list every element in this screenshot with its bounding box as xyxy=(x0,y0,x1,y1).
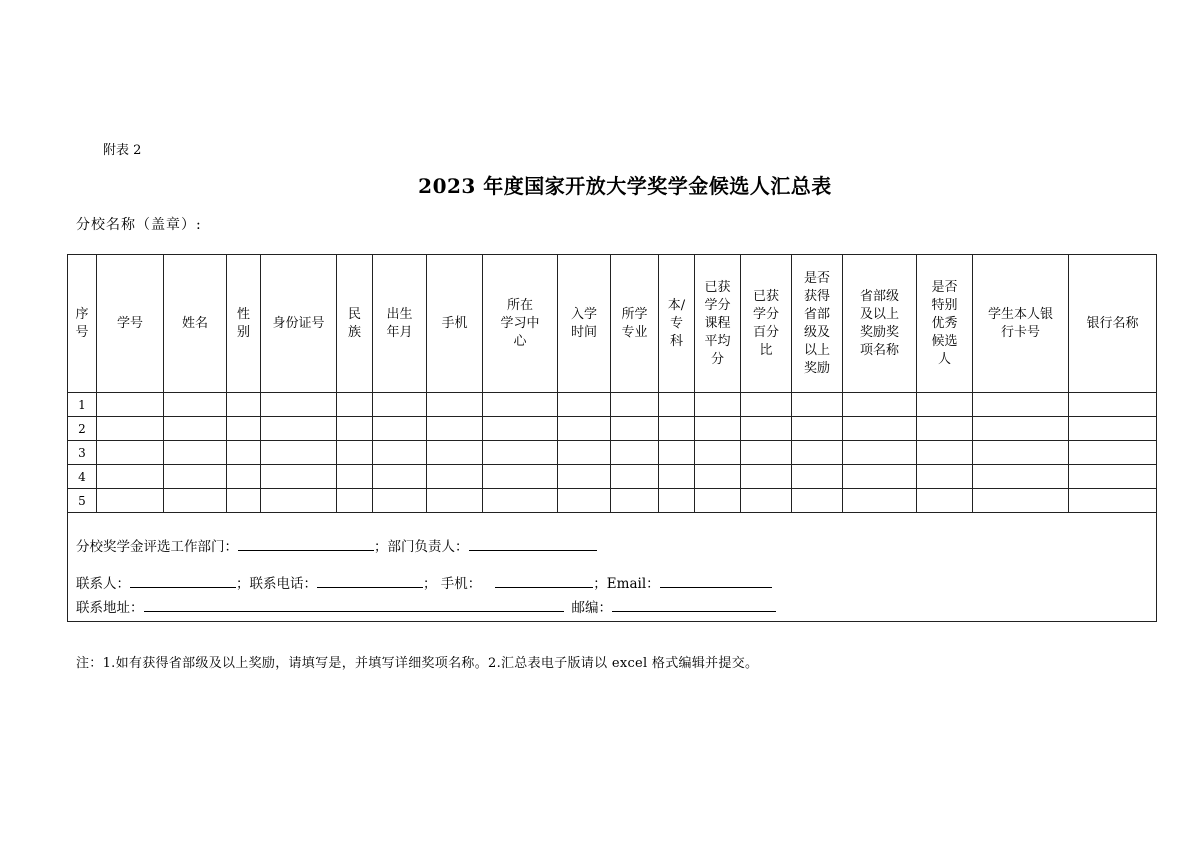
zip-label: 邮编： xyxy=(571,600,612,616)
table-cell[interactable] xyxy=(843,441,917,465)
table-cell[interactable] xyxy=(164,489,227,513)
column-header-line: 专业 xyxy=(621,324,648,340)
table-row xyxy=(68,489,1157,513)
row-number: 1 xyxy=(68,393,97,417)
table-cell[interactable] xyxy=(1069,417,1157,441)
dept-head-blank[interactable] xyxy=(469,537,597,551)
column-header-line: 项名称 xyxy=(859,342,899,358)
table-cell[interactable] xyxy=(97,417,164,441)
mobile-blank[interactable] xyxy=(495,574,593,588)
column-header-line: 学生本人银 xyxy=(987,306,1053,322)
column-header-12 xyxy=(659,255,695,393)
column-header-2 xyxy=(97,255,164,393)
table-cell[interactable] xyxy=(611,441,659,465)
column-header-line: 获得 xyxy=(803,288,830,304)
table-cell[interactable] xyxy=(373,393,427,417)
table-cell[interactable] xyxy=(973,441,1069,465)
column-header-line: 百分 xyxy=(752,324,779,340)
table-cell[interactable] xyxy=(917,417,973,441)
table-cell[interactable] xyxy=(695,393,741,417)
column-header-line: 所学 xyxy=(621,306,648,322)
table-cell[interactable] xyxy=(792,489,843,513)
candidate-summary-table xyxy=(67,254,1157,622)
column-header-line: 级及 xyxy=(803,324,830,340)
column-header-line: 科 xyxy=(669,333,683,349)
table-cell[interactable] xyxy=(1069,393,1157,417)
table-cell[interactable] xyxy=(227,417,261,441)
table-cell[interactable] xyxy=(792,441,843,465)
table-cell[interactable] xyxy=(659,393,695,417)
column-header-line: 比 xyxy=(759,342,773,358)
table-cell[interactable] xyxy=(973,417,1069,441)
table-cell[interactable] xyxy=(227,393,261,417)
table-cell[interactable] xyxy=(261,489,337,513)
table-cell[interactable] xyxy=(427,393,483,417)
contact-phone-blank[interactable] xyxy=(317,574,423,588)
column-header-line: 已获 xyxy=(752,288,779,304)
column-header-line: 入学 xyxy=(570,306,597,322)
column-header-line: 是否 xyxy=(803,270,830,286)
table-cell[interactable] xyxy=(427,489,483,513)
column-header-13 xyxy=(695,255,741,393)
table-cell[interactable] xyxy=(741,393,792,417)
table-cell[interactable] xyxy=(973,489,1069,513)
table-cell[interactable] xyxy=(917,393,973,417)
column-header-line: 本/ xyxy=(667,297,686,313)
table-cell[interactable] xyxy=(483,417,558,441)
column-header-line: 性 xyxy=(236,306,250,322)
column-header-line: 年月 xyxy=(386,324,413,340)
table-cell[interactable] xyxy=(427,465,483,489)
table-cell[interactable] xyxy=(917,465,973,489)
table-cell[interactable] xyxy=(917,489,973,513)
table-cell[interactable] xyxy=(659,465,695,489)
table-cell[interactable] xyxy=(227,489,261,513)
school-name-label: 分校名称（盖章）: xyxy=(76,217,202,233)
column-header-line: 省部 xyxy=(803,306,830,322)
column-header-4 xyxy=(227,255,261,393)
document-title: 2023 年度国家开放大学奖学金候选人汇总表 xyxy=(418,174,832,198)
column-header-6 xyxy=(337,255,373,393)
column-header-8 xyxy=(427,255,483,393)
table-cell[interactable] xyxy=(261,417,337,441)
table-cell[interactable] xyxy=(659,441,695,465)
column-header-line: 省部级 xyxy=(859,288,899,304)
column-header-line: 心 xyxy=(513,333,527,349)
table-row xyxy=(68,465,1157,489)
email-label: ；Email： xyxy=(593,576,660,592)
column-header-line: 银行名称 xyxy=(1086,315,1139,331)
table-header-row xyxy=(68,255,1157,393)
table-cell[interactable] xyxy=(373,441,427,465)
mobile-label: ； 手机： xyxy=(423,576,482,592)
contact-line xyxy=(76,574,772,593)
table-row xyxy=(68,441,1157,465)
row-number: 2 xyxy=(68,417,97,441)
table-cell[interactable] xyxy=(695,417,741,441)
table-cell[interactable] xyxy=(261,441,337,465)
table-cell[interactable] xyxy=(97,489,164,513)
table-cell[interactable] xyxy=(261,393,337,417)
column-header-3 xyxy=(164,255,227,393)
column-header-16 xyxy=(843,255,917,393)
contact-person-label: 联系人： xyxy=(76,576,130,592)
column-header-line: 分 xyxy=(710,351,724,367)
table-cell[interactable] xyxy=(792,393,843,417)
column-header-14 xyxy=(741,255,792,393)
contact-phone-label: ；联系电话： xyxy=(236,576,317,592)
column-header-line: 优秀 xyxy=(931,315,958,331)
column-header-line: 号 xyxy=(75,324,89,340)
column-header-line: 及以上 xyxy=(859,306,899,322)
table-cell[interactable] xyxy=(611,417,659,441)
table-cell[interactable] xyxy=(1069,489,1157,513)
contact-person-blank[interactable] xyxy=(130,574,236,588)
table-cell[interactable] xyxy=(741,489,792,513)
table-cell[interactable] xyxy=(973,465,1069,489)
table-row xyxy=(68,393,1157,417)
column-header-line: 候选 xyxy=(931,333,958,349)
table-cell[interactable] xyxy=(261,465,337,489)
column-header-line: 身份证号 xyxy=(272,315,325,331)
table-cell[interactable] xyxy=(558,489,611,513)
footnote: 注：1.如有获得省部级及以上奖励，请填写是，并填写详细奖项名称。2.汇总表电子版请以 excel 格式编辑并提交。 xyxy=(76,656,759,671)
table-cell[interactable] xyxy=(427,417,483,441)
footer-row xyxy=(68,513,1157,622)
table-cell[interactable] xyxy=(1069,465,1157,489)
row-number: 5 xyxy=(68,489,97,513)
table-cell[interactable] xyxy=(741,465,792,489)
table-cell[interactable] xyxy=(558,441,611,465)
column-header-line: 课程 xyxy=(704,315,731,331)
table-cell[interactable] xyxy=(558,393,611,417)
table-cell[interactable] xyxy=(741,441,792,465)
column-header-line: 所在 xyxy=(506,297,533,313)
dept-head-label: ；部门负责人： xyxy=(374,539,469,555)
table-cell[interactable] xyxy=(792,465,843,489)
table-cell[interactable] xyxy=(164,441,227,465)
table-cell[interactable] xyxy=(97,393,164,417)
column-header-line: 姓名 xyxy=(181,315,208,331)
table-cell[interactable] xyxy=(427,441,483,465)
zip-blank[interactable] xyxy=(612,598,776,612)
table-cell[interactable] xyxy=(843,465,917,489)
column-header-10 xyxy=(558,255,611,393)
column-header-15 xyxy=(792,255,843,393)
table-cell[interactable] xyxy=(558,465,611,489)
column-header-line: 学习中 xyxy=(500,315,540,331)
table-cell[interactable] xyxy=(917,441,973,465)
contact-info-section xyxy=(68,513,1157,622)
table-cell[interactable] xyxy=(611,393,659,417)
table-cell[interactable] xyxy=(337,465,373,489)
column-header-line: 民 xyxy=(347,306,361,322)
table-cell[interactable] xyxy=(843,393,917,417)
column-header-line: 族 xyxy=(347,324,361,340)
table-cell[interactable] xyxy=(695,489,741,513)
table-cell[interactable] xyxy=(373,417,427,441)
column-header-line: 已获 xyxy=(704,279,731,295)
table-cell[interactable] xyxy=(373,465,427,489)
column-header-19 xyxy=(1069,255,1157,393)
table-cell[interactable] xyxy=(483,441,558,465)
column-header-line: 学号 xyxy=(116,315,143,331)
column-header-line: 专 xyxy=(669,315,683,331)
table-cell[interactable] xyxy=(483,393,558,417)
table-cell[interactable] xyxy=(164,417,227,441)
column-header-line: 奖励奖 xyxy=(859,324,899,340)
table-cell[interactable] xyxy=(227,465,261,489)
table-cell[interactable] xyxy=(97,465,164,489)
column-header-line: 时间 xyxy=(570,324,597,340)
column-header-line: 学分 xyxy=(704,297,731,313)
column-header-line: 人 xyxy=(937,351,951,367)
table-cell[interactable] xyxy=(843,417,917,441)
table-cell[interactable] xyxy=(611,465,659,489)
table-cell[interactable] xyxy=(695,465,741,489)
row-number: 4 xyxy=(68,465,97,489)
column-header-line: 出生 xyxy=(386,306,413,322)
table-cell[interactable] xyxy=(227,441,261,465)
column-header-line: 序 xyxy=(75,306,89,322)
table-cell[interactable] xyxy=(373,489,427,513)
column-header-line: 别 xyxy=(236,324,250,340)
table-cell[interactable] xyxy=(164,465,227,489)
table-cell[interactable] xyxy=(337,417,373,441)
column-header-line: 平均 xyxy=(704,333,731,349)
column-header-7 xyxy=(373,255,427,393)
column-header-5 xyxy=(261,255,337,393)
table-cell[interactable] xyxy=(741,417,792,441)
table-cell[interactable] xyxy=(973,393,1069,417)
column-header-1 xyxy=(68,255,97,393)
address-line xyxy=(76,598,776,617)
table-cell[interactable] xyxy=(337,393,373,417)
address-blank[interactable] xyxy=(144,598,564,612)
column-header-line: 特别 xyxy=(931,297,958,313)
table-cell[interactable] xyxy=(97,441,164,465)
dept-blank[interactable] xyxy=(238,537,374,551)
attachment-label: 附表 2 xyxy=(103,143,142,158)
dept-label: 分校奖学金评选工作部门： xyxy=(76,539,238,555)
table-cell[interactable] xyxy=(695,441,741,465)
email-blank[interactable] xyxy=(660,574,772,588)
table-cell[interactable] xyxy=(337,441,373,465)
column-header-9 xyxy=(483,255,558,393)
column-header-line: 是否 xyxy=(931,279,958,295)
table-cell[interactable] xyxy=(483,489,558,513)
table-cell[interactable] xyxy=(843,489,917,513)
row-number: 3 xyxy=(68,441,97,465)
column-header-line: 学分 xyxy=(752,306,779,322)
table-cell[interactable] xyxy=(558,417,611,441)
table-cell[interactable] xyxy=(483,465,558,489)
address-label: 联系地址： xyxy=(76,600,144,616)
table-cell[interactable] xyxy=(792,417,843,441)
column-header-17 xyxy=(917,255,973,393)
table-cell[interactable] xyxy=(659,489,695,513)
table-cell[interactable] xyxy=(659,417,695,441)
column-header-line: 以上 xyxy=(803,342,830,358)
table-cell[interactable] xyxy=(611,489,659,513)
table-cell[interactable] xyxy=(1069,441,1157,465)
column-header-line: 行卡号 xyxy=(1000,324,1040,340)
dept-line xyxy=(76,537,597,556)
table-row xyxy=(68,417,1157,441)
column-header-11 xyxy=(611,255,659,393)
table-cell[interactable] xyxy=(164,393,227,417)
column-header-line: 奖励 xyxy=(803,360,830,376)
table-cell[interactable] xyxy=(337,489,373,513)
column-header-18 xyxy=(973,255,1069,393)
column-header-line: 手机 xyxy=(441,315,468,331)
